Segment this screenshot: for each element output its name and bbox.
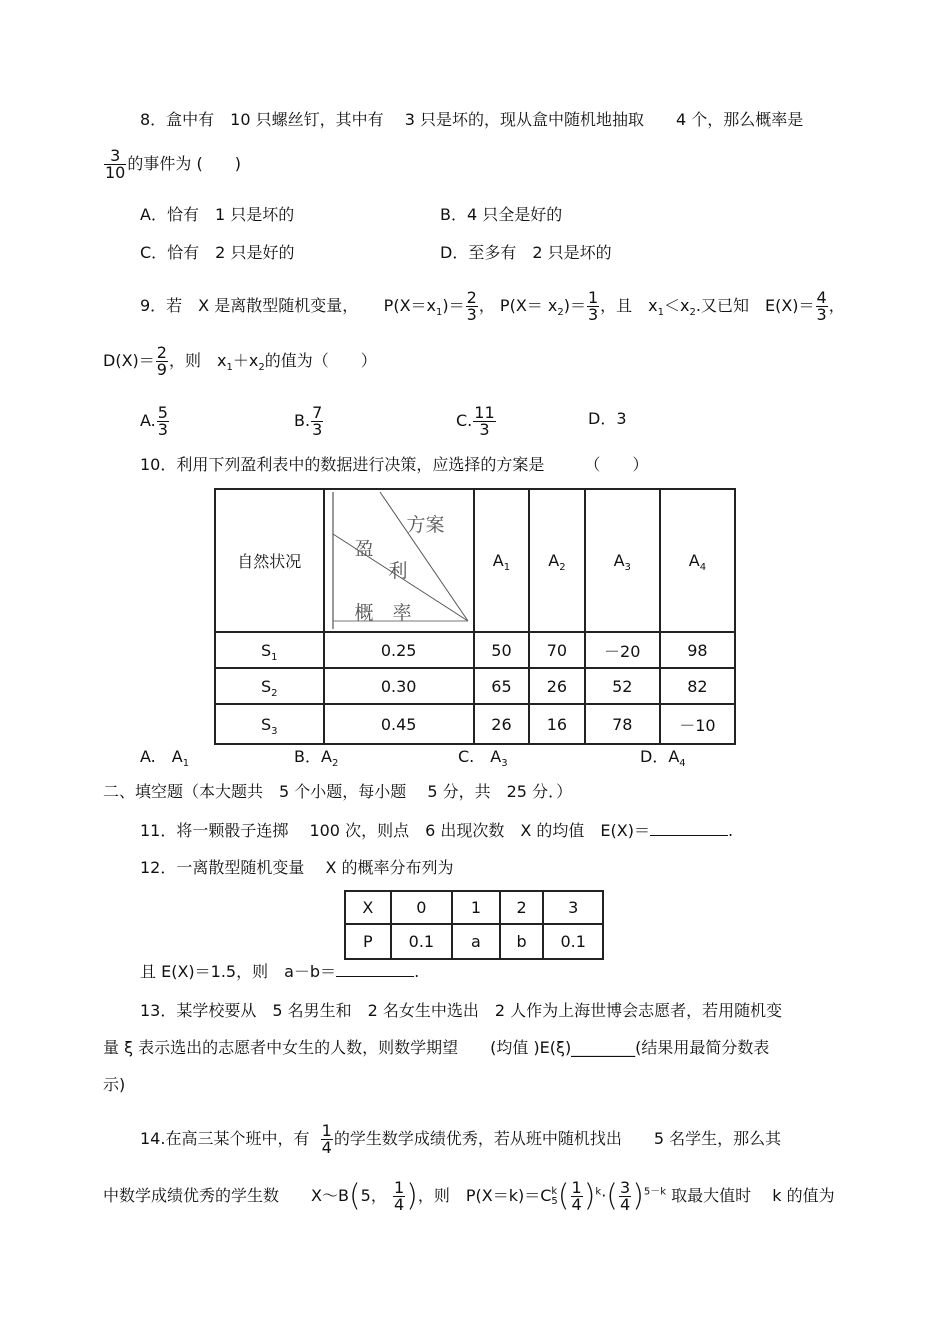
q13-line3: 示) — [103, 1075, 126, 1094]
table-row — [215, 668, 735, 704]
cell-prob: 0.30 — [324, 668, 474, 704]
q12-stem: 12．一离散型随机变量 X 的概率分布列为 — [140, 858, 454, 877]
q8-option-a: A．恰有 1 只是坏的 — [140, 205, 295, 224]
cell-a2: 26 — [529, 668, 584, 704]
q9-option-c: C. $\frac{11}{3}$ — [456, 403, 495, 439]
cell-a1: 50 — [474, 632, 529, 668]
q10-option-b: B．$A_2$ — [294, 747, 339, 770]
q11-line: 11．将一颗骰子连掷 100 次，则点 6 出现次数 X 的均值 E(X)＝ . — [140, 821, 734, 840]
cell-a1: 26 — [474, 704, 529, 744]
q12-blank — [336, 962, 414, 977]
cell-a3: －20 — [585, 632, 660, 668]
header-diagonal-cell — [324, 489, 474, 632]
cell: 2 — [500, 891, 544, 924]
cell-state: $S_3$ — [215, 704, 324, 744]
q9-line2: D(X)＝ $\frac{2}{9}$ ，则 $x_1+x_2$的值为（ ） — [103, 343, 377, 379]
q8-line2: $\frac{3}{10}$ 的事件为 ( ) — [105, 146, 241, 182]
cell: 0.1 — [391, 924, 453, 959]
q8-fraction: $\frac{3}{10}$ — [105, 146, 126, 182]
distribution-table — [344, 890, 604, 960]
q13-line2: 量 ξ 表示选出的志愿者中女生的人数，则数学期望 (均值 )E(ξ)________(结果用最简分数表 — [103, 1038, 770, 1057]
q12-after: 且 E(X)＝1.5，则 a－b＝ . — [140, 962, 420, 981]
cell: 0 — [391, 891, 453, 924]
diag-li-label: 利 — [388, 560, 408, 582]
profit-table — [214, 488, 736, 745]
cell-a2: 70 — [529, 632, 584, 668]
cell-a1: 65 — [474, 668, 529, 704]
cell-a4: －10 — [660, 704, 735, 744]
cell-state: $S_2$ — [215, 668, 324, 704]
header-a1: $A_1$ — [474, 489, 529, 632]
q8-option-c: C．恰有 2 只是好的 — [140, 243, 295, 262]
q8-line1: 8．盒中有 10 只螺丝钉，其中有 3 只是坏的，现从盒中随机地抽取 4 个，那么概率是 — [140, 110, 804, 129]
q9-option-a: A. $\frac{5}{3}$ — [140, 403, 168, 439]
cell-a4: 82 — [660, 668, 735, 704]
section-heading: 二、填空题（本大题共 5 个小题，每小题 5 分，共 25 分．） — [103, 782, 573, 801]
table-header-row — [215, 489, 735, 632]
q14-line1: 14.在高三某个班中，有 $\frac{1}{4}$ 的学生数学成绩优秀，若从班中随机找出 5 名学生，那么其 — [140, 1121, 782, 1157]
q9-option-d: D．3 — [588, 409, 627, 428]
table-row — [215, 704, 735, 744]
cell: a — [452, 924, 500, 959]
cell: b — [500, 924, 544, 959]
cell-a4: 98 — [660, 632, 735, 668]
table-row — [215, 632, 735, 668]
header-state: 自然状况 — [215, 489, 324, 632]
header-a4: $A_4$ — [660, 489, 735, 632]
diag-ying-label: 盈 — [354, 538, 374, 560]
cell-state: $S_1$ — [215, 632, 324, 668]
header-a2: $A_2$ — [529, 489, 584, 632]
q14-line2: 中数学成绩优秀的学生数 X～B(5， $\frac{1}{4}$ )，则 P(X＝k)＝C k 5 ( $\frac{1}{4}$ )$^k$·( $\frac{3}{4}$ )$^{5-k}$ 取最大值时 k 的值为 — [103, 1178, 835, 1214]
cell-a2: 16 — [529, 704, 584, 744]
q10-stem: 10．利用下列盈利表中的数据进行决策，应选择的方案是 （ ） — [140, 455, 649, 474]
q10-option-d: D．$A_4$ — [640, 747, 686, 770]
table-row — [345, 924, 603, 959]
cell-prob: 0.25 — [324, 632, 474, 668]
q11-blank — [650, 821, 728, 836]
q10-option-c: C. $A_3$ — [458, 747, 508, 770]
cell: X — [345, 891, 391, 924]
header-a3: $A_3$ — [585, 489, 660, 632]
q10-option-a: A. $A_1$ — [140, 747, 190, 770]
cell-a3: 78 — [585, 704, 660, 744]
cell-prob: 0.45 — [324, 704, 474, 744]
cell: 1 — [452, 891, 500, 924]
cell: 0.1 — [543, 924, 603, 959]
q9-line1: 9．若 X 是离散型随机变量， $P(X=x_1)=$ $\frac{2}{3}$ ， $P(X= x_2)=$ $\frac{1}{3}$ ，且 $x_1<x_2$.又已知 E(X)＝ $\frac{4}{3}$ ， — [140, 288, 845, 324]
q9-option-b: B. $\frac{7}{3}$ — [294, 403, 323, 439]
q8-option-b: B．4 只全是好的 — [440, 205, 563, 224]
diag-prob-label: 概 率 — [354, 602, 412, 624]
cell: 3 — [543, 891, 603, 924]
cell-a3: 52 — [585, 668, 660, 704]
diag-plan-label: 方案 — [406, 514, 445, 536]
table-row — [345, 891, 603, 924]
q8-option-d: D．至多有 2 只是坏的 — [440, 243, 612, 262]
q13-line1: 13．某学校要从 5 名男生和 2 名女生中选出 2 人作为上海世博会志愿者，若用随机变 — [140, 1001, 783, 1020]
cell: P — [345, 924, 391, 959]
